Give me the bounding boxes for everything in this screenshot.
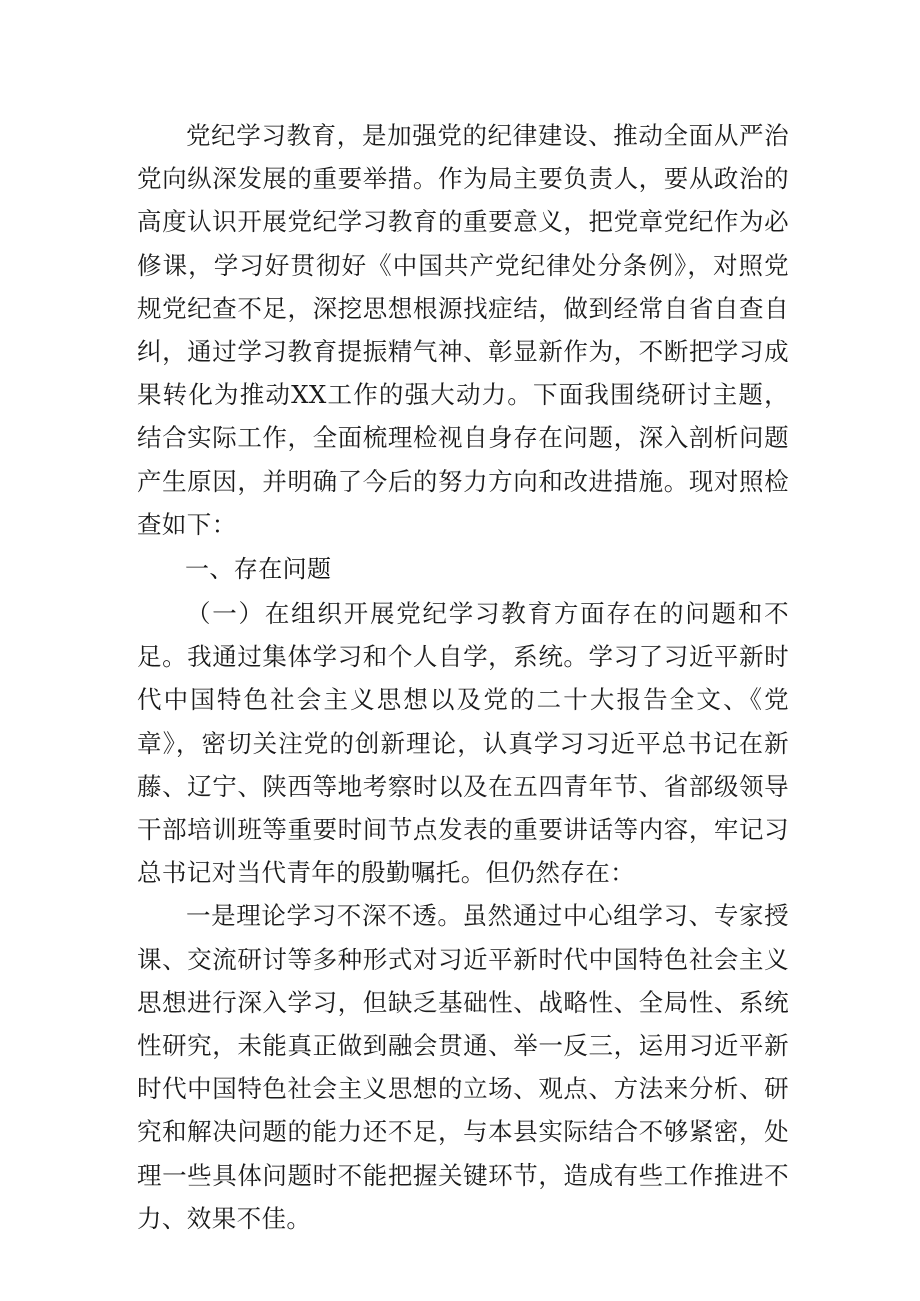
point-one-paragraph: 一是理论学习不深不透。虽然通过中心组学习、专家授课、交流研讨等多种形式对习近平新时代中国特色社会主义思想进行深入学习，但缺乏基础性、战略性、全局性、系统性研究，未能真正做到融会贯通、举一反三，运用习近平新时代中国特色社会主义思想的立场、观点、方法来分析、研究和解决问题的能力还不足，与本县实际结合不够紧密，处理一些具体问题时不能把握关键环节，造成有些工作推进不力、效果不佳。 [137,901,789,1233]
intro-paragraph: 党纪学习教育，是加强党的纪律建设、推动全面从严治党向纵深发展的重要举措。作为局主要负责人，要从政治的高度认识开展党纪学习教育的重要意义，把党章党纪作为必修课，学习好贯彻好《中国共产党纪律处分条例》，对照党规党纪查不足，深挖思想根源找症结，做到经常自省自查自纠，通过学习教育提振精气神、彰显新作为，不断把学习成果转化为推动XX工作的强大动力。下面我围绕研讨主题，结合实际工作，全面梳理检视自身存在问题，深入剖析问题产生原因，并明确了今后的努力方向和改进措施。现对照检查如下： [137,121,789,539]
section-heading-problems: 一、存在问题 [185,555,332,584]
subsection-paragraph: （一）在组织开展党纪学习教育方面存在的问题和不足。我通过集体学习和个人自学，系统。学习了习近平新时代中国特色社会主义思想以及党的二十大报告全文、《党章》，密切关注党的创新理论，认真学习习近平总书记在新藤、辽宁、陕西等地考察时以及在五四青年节、省部级领导干部培训班等重要时间节点发表的重要讲话等内容，牢记习总书记对当代青年的殷勤嘱托。但仍然存在： [137,599,789,888]
document-body [137,114,789,1240]
